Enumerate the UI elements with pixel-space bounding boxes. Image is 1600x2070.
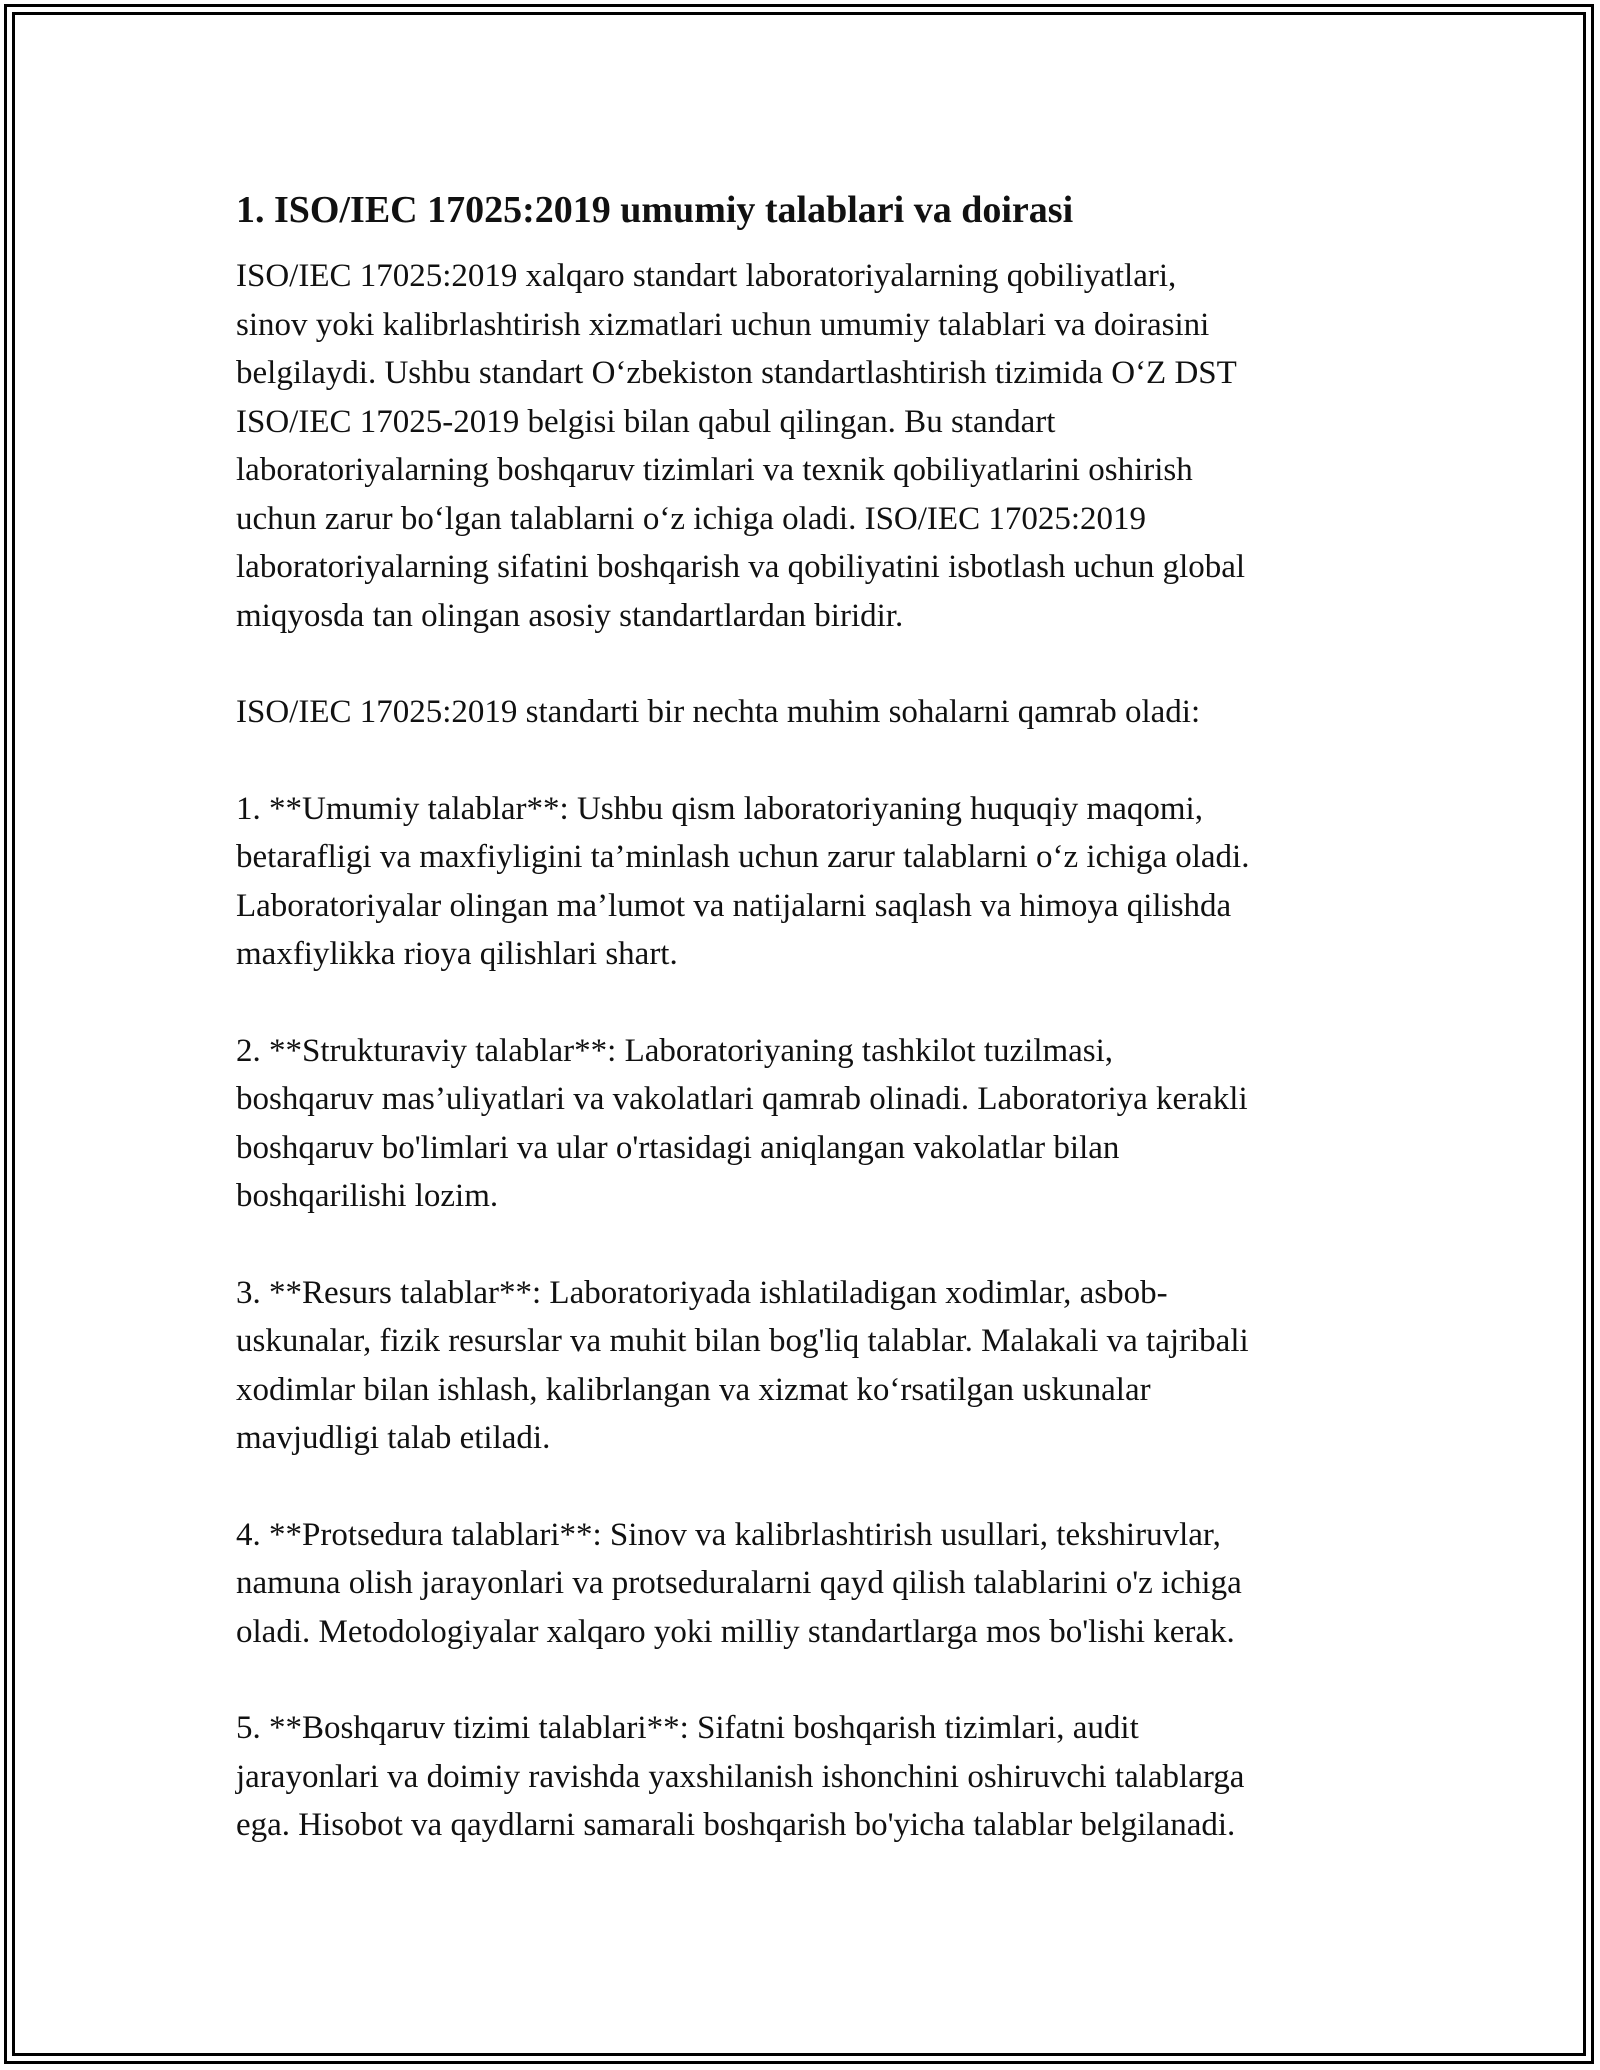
section-heading: 1. ISO/IEC 17025:2019 umumiy talablari va doirasi	[236, 189, 1074, 231]
intro-paragraph: ISO/IEC 17025:2019 xalqaro standart laboratoriyalarning qobiliyatlari, sinov yoki kalibrlashtirish xizmatlari uchun umumiy talablari va doirasini belgilaydi. Ushbu standart O‘zbekiston standartlashtirish tizimida O‘Z DST ISO/IEC 17025-2019 belgisi bilan qabul qilingan. Bu standart laboratoriyalarning boshqaruv tizimlari va texnik qobiliyatlarini oshirish uchun zarur bo‘lgan talablarni o‘z ichiga oladi. ISO/IEC 17025:2019 laboratoriyalarning sifatini boshqarish va qobiliyatini isbotlash uchun global miqyosda tan olingan asosiy standartlardan biridir.	[236, 258, 1246, 634]
list-item-procedure-requirements: 4. **Protsedura talablari**: Sinov va kalibrlashtirish usullari, tekshiruvlar, namuna olish jarayonlari va protseduralarni qayd qilish talablarini o'z ichiga oladi. Metodologiyalar xalqaro yoki milliy standartlarga mos bo'lishi kerak.	[236, 1516, 1242, 1650]
document-body	[236, 186, 1376, 1850]
list-item-structural-requirements: 2. **Strukturaviy talablar**: Laboratoriyaning tashkilot tuzilmasi, boshqaruv mas’uliyatlari va vakolatlari qamrab olinadi. Laboratoriya kerakli boshqaruv bo'limlari va ular o'rtasidagi aniqlangan vakolatlar bilan boshqarilishi lozim.	[236, 1032, 1248, 1214]
list-item-resource-requirements: 3. **Resurs talablar**: Laboratoriyada ishlatiladigan xodimlar, asbob- uskunalar, fizik resurslar va muhit bilan bog'liq talablar. Malakali va tajribali xodimlar bilan ishlash, kalibrlangan va xizmat ko‘rsatilgan uskunalar mavjudligi talab etiladi.	[236, 1274, 1249, 1456]
list-item-management-system-requirements: 5. **Boshqaruv tizimi talablari**: Sifatni boshqarish tizimlari, audit jarayonlari va doimiy ravishda yaxshilanish ishonchini oshiruvchi talablarga ega. Hisobot va qaydlarni samarali boshqarish bo'yicha talablar belgilanadi.	[236, 1710, 1245, 1843]
list-item-general-requirements: 1. **Umumiy talablar**: Ushbu qism laboratoriyaning huquqiy maqomi, betarafligi va maxfiyligini ta’minlash uchun zarur talablarni o‘z ichiga oladi. Laboratoriyalar olingan ma’lumot va natijalarni saqlash va himoya qilishda maxfiylikka rioya qilishlari shart.	[236, 790, 1250, 972]
scope-lead-paragraph: ISO/IEC 17025:2019 standarti bir nechta muhim sohalarni qamrab oladi:	[236, 694, 1201, 730]
